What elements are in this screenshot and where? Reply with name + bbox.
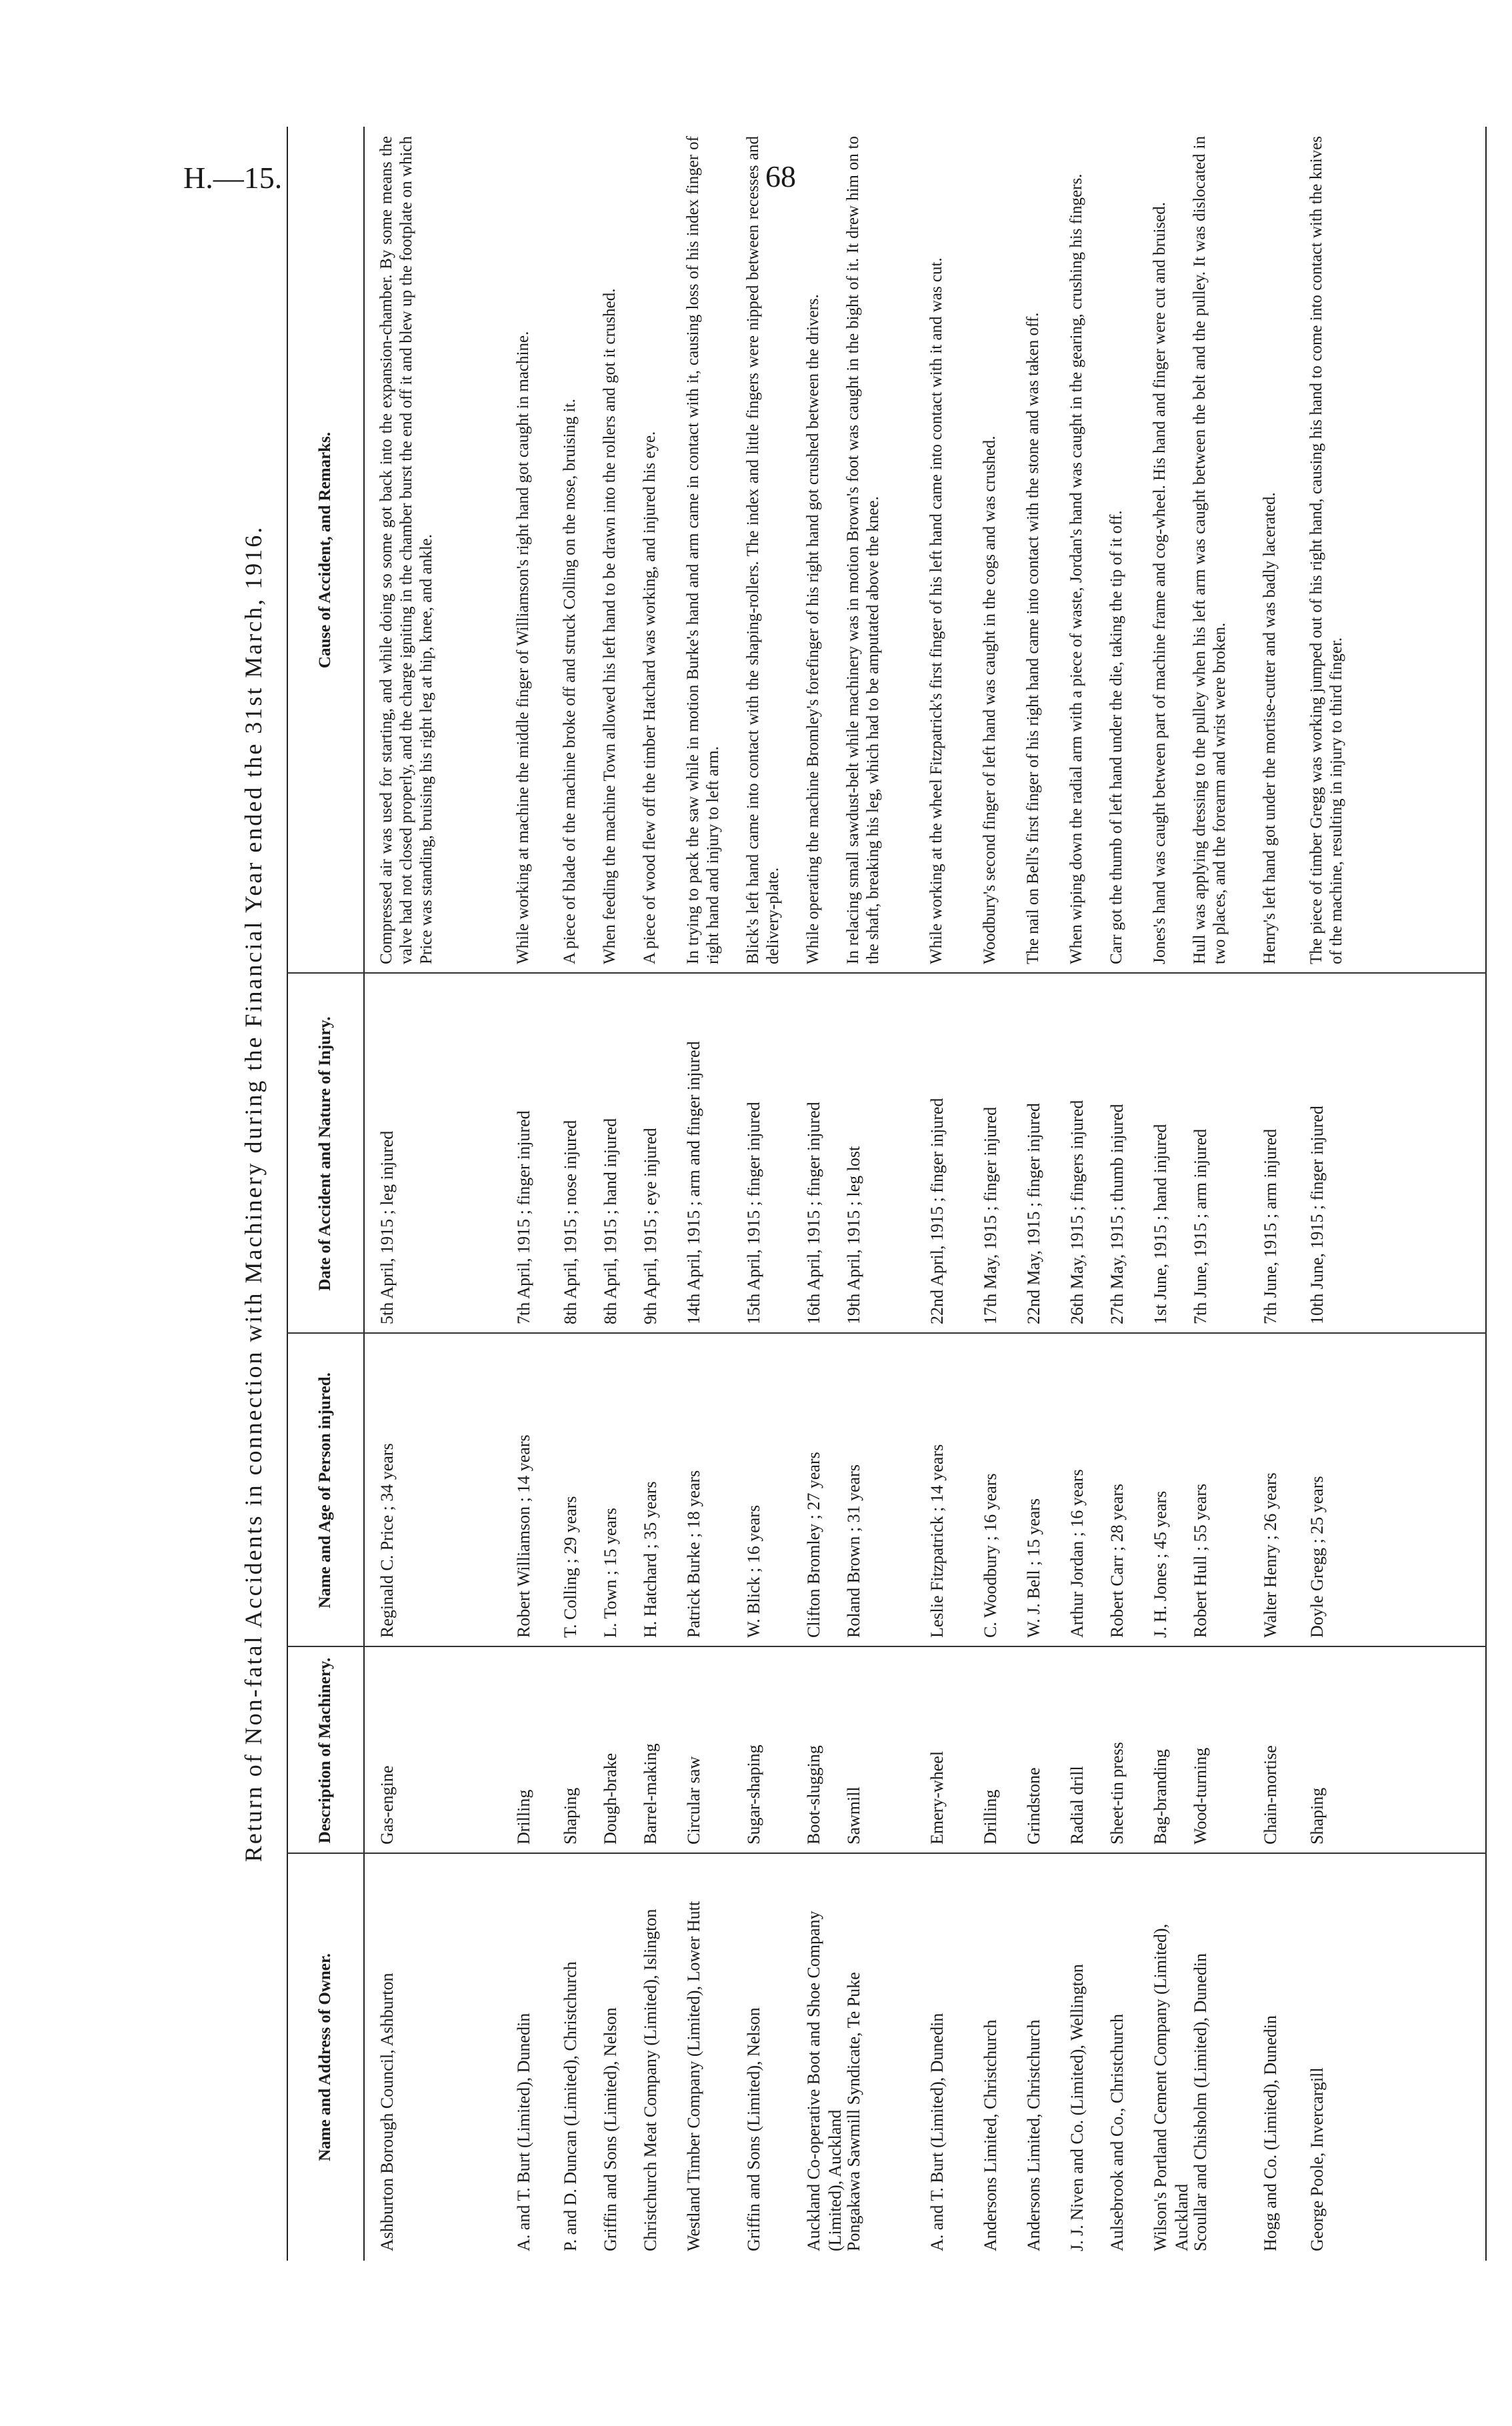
machinery-cell: Shaping (1307, 1787, 1327, 1845)
date-cell: 7th April, 1915 ; finger injured (514, 1110, 533, 1324)
date-cell: 7th June, 1915 ; arm injured (1261, 1128, 1280, 1324)
machinery-cell: Sawmill (844, 1786, 863, 1845)
column-header-person: Name and Age of Person injured. (315, 1372, 334, 1608)
owner-cell: Hogg and Co. (Limited), Dunedin (1261, 2015, 1280, 2251)
machinery-cell: Barrel-making (641, 1743, 660, 1845)
owner-cell: Andersons Limited, Christchurch (1024, 2019, 1043, 2251)
date-cell: 17th May, 1915 ; finger injured (981, 1106, 1000, 1324)
date-cell: 22nd May, 1915 ; finger injured (1024, 1103, 1043, 1324)
cause-cell: Woodbury's second finger of left hand was caught in the cogs and was crushed. (981, 435, 999, 964)
owner-cell: Andersons Limited, Christchurch (981, 2019, 1000, 2251)
person-cell: Clifton Bromley ; 27 years (804, 1452, 823, 1638)
table-top-rule (287, 127, 288, 2261)
owner-cell: Ashburton Borough Council, Ashburton (377, 1973, 397, 2251)
owner-cell: Griffin and Sons (Limited), Nelson (744, 2007, 763, 2251)
table-bottom-rule (1485, 127, 1487, 2261)
machinery-cell: Wood-turning (1191, 1747, 1210, 1845)
owner-cell: Christchurch Meat Company (Limited), Islington (641, 1909, 660, 2251)
date-cell: 26th May, 1915 ; fingers injured (1067, 1100, 1087, 1324)
accident-return-table (227, 127, 1493, 2261)
machinery-cell: Sheet-tin press (1107, 1742, 1127, 1845)
cause-cell: In trying to pack the saw while in motion Burke's hand and arm came in contact with it, causing loss of his index finger of right hand and injury to left arm. (684, 136, 722, 964)
cause-cell: A piece of wood flew off the timber Hatchard was working, and injured his eye. (641, 431, 659, 964)
date-cell: 19th April, 1915 ; leg lost (844, 1146, 863, 1324)
page-number: 68 (765, 159, 796, 193)
machinery-cell: Chain-mortise (1261, 1745, 1280, 1845)
date-cell: 16th April, 1915 ; finger injured (804, 1102, 823, 1324)
date-cell: 7th June, 1915 ; arm injured (1191, 1128, 1210, 1324)
machinery-cell: Dough-brake (601, 1752, 620, 1845)
date-cell: 5th April, 1915 ; leg injured (377, 1130, 397, 1324)
owner-cell: P. and D. Duncan (Limited), Christchurch (561, 1961, 580, 2251)
date-cell: 14th April, 1915 ; arm and finger injured (684, 1041, 703, 1324)
owner-cell: Scoullar and Chisholm (Limited), Dunedin (1191, 1953, 1210, 2251)
owner-cell: Auckland Co-operative Boot and Shoe Company (Limited), Auckland (804, 1911, 845, 2251)
column-header-cause: Cause of Accident, and Remarks. (315, 431, 334, 669)
machinery-cell: Gas-engine (377, 1765, 397, 1845)
person-cell: Roland Brown ; 31 years (844, 1464, 863, 1638)
machinery-cell: Grindstone (1024, 1767, 1043, 1845)
person-cell: Robert Hull ; 55 years (1191, 1483, 1210, 1638)
cause-cell: Hull was applying dressing to the pulley when his left arm was caught between the belt and the pulley. It was dislocated in two places, and the forearm and wrist were broken. (1191, 136, 1229, 964)
cause-cell: The nail on Bell's first finger of his right hand came into contact with the stone and was taken off. (1024, 312, 1042, 964)
header-bottom-rule (363, 127, 365, 2261)
date-cell: 15th April, 1915 ; finger injured (744, 1102, 763, 1324)
table-grid (287, 127, 1487, 2261)
machinery-cell: Drilling (514, 1789, 533, 1845)
column-header-machinery: Description of Machinery. (315, 1657, 334, 1844)
owner-cell: George Poole, Invercargill (1307, 2067, 1327, 2251)
person-cell: Arthur Jordan ; 16 years (1067, 1469, 1087, 1638)
owner-cell: Griffin and Sons (Limited), Nelson (601, 2007, 620, 2251)
machinery-cell: Radial drill (1067, 1766, 1087, 1845)
owner-cell: A. and T. Burt (Limited), Dunedin (514, 2013, 533, 2251)
cause-cell: Henry's left hand got under the mortise-cutter and was badly lacerated. (1261, 492, 1279, 964)
person-cell: Patrick Burke ; 18 years (684, 1470, 703, 1638)
date-cell: 22nd April, 1915 ; finger injured (927, 1098, 947, 1324)
cause-cell: A piece of blade of the machine broke off and struck Colling on the nose, bruising it. (561, 399, 579, 964)
machinery-cell: Drilling (981, 1789, 1000, 1845)
column-header-owner: Name and Address of Owner. (315, 1953, 334, 2161)
page-header-code: H.—15. (183, 161, 283, 195)
person-cell: L. Town ; 15 years (601, 1508, 620, 1638)
person-cell: T. Colling ; 29 years (561, 1496, 580, 1638)
date-cell: 27th May, 1915 ; thumb injured (1107, 1104, 1127, 1324)
person-cell: J. H. Jones ; 45 years (1151, 1490, 1170, 1638)
cause-cell: The piece of timber Gregg was working jumped out of his right hand, causing his hand to come into contact with the knives of the machine, resulting in injury to third finger. (1307, 136, 1345, 964)
machinery-cell: Bag-branding (1151, 1749, 1170, 1845)
cause-cell: In relacing small sawdust-belt while machinery was in motion Brown's foot was caught in the bight of it. It drew him on to the shaft, breaking his leg, which had to be amputated above the knee. (844, 136, 882, 964)
owner-cell: J. J. Niven and Co. (Limited), Wellington (1067, 1964, 1087, 2251)
machinery-cell: Circular saw (684, 1756, 703, 1845)
cause-cell: Compressed air was used for starting, and while doing so some got back into the expansion-chamber. By some means the valve had not closed properly, and the charge igniting in the chamber burst the end off it and blew up the footplate on which Price was standing, bruising his right leg at hip, knee, and ankle. (377, 136, 435, 964)
machinery-cell: Shaping (561, 1787, 580, 1845)
owner-cell: Pongakawa Sawmill Syndicate, Te Puke (844, 1972, 863, 2251)
person-cell: H. Hatchard ; 35 years (641, 1481, 660, 1638)
machinery-cell: Sugar-shaping (744, 1744, 763, 1845)
cause-cell: When feeding the machine Town allowed his left hand to be drawn into the rollers and got it crushed. (601, 288, 619, 964)
date-cell: 8th April, 1915 ; nose injured (561, 1120, 580, 1324)
machinery-cell: Boot-slugging (804, 1745, 823, 1845)
person-cell: Walter Henry ; 26 years (1261, 1472, 1280, 1638)
date-cell: 1st June, 1915 ; hand injured (1151, 1124, 1170, 1324)
owner-cell: Westland Timber Company (Limited), Lower Hutt (684, 1901, 703, 2251)
person-cell: Leslie Fitzpatrick ; 14 years (927, 1444, 947, 1638)
owner-cell: Aulsebrook and Co., Christchurch (1107, 2013, 1127, 2251)
column-header-date: Date of Accident and Nature of Injury. (315, 1016, 334, 1291)
owner-cell: Wilson's Portland Cement Company (Limited), Auckland (1151, 1923, 1191, 2251)
cause-cell: Jones's hand was caught between part of machine frame and cog-wheel. His hand and finger were cut and bruised. (1151, 202, 1169, 964)
person-cell: W. J. Bell ; 15 years (1024, 1498, 1043, 1638)
person-cell: Doyle Gregg ; 25 years (1307, 1476, 1327, 1638)
cause-cell: When wiping down the radial arm with a piece of waste, Jordan's hand was caught in the gearing, crushing his fingers. (1067, 173, 1085, 964)
date-cell: 9th April, 1915 ; eye injured (641, 1128, 660, 1324)
cause-cell: Carr got the thumb of left hand under the die, taking the tip of it off. (1107, 510, 1125, 964)
person-cell: C. Woodbury ; 16 years (981, 1473, 1000, 1638)
date-cell: 8th April, 1915 ; hand injured (601, 1118, 620, 1324)
date-cell: 10th June, 1915 ; finger injured (1307, 1106, 1327, 1324)
person-cell: Reginald C. Price ; 34 years (377, 1443, 397, 1638)
cause-cell: While working at machine the middle finger of Williamson's right hand got caught in machine. (514, 331, 532, 964)
cause-cell: While working at the wheel Fitzpatrick's first finger of his left hand came into contact with it and was cut. (927, 257, 945, 964)
owner-cell: A. and T. Burt (Limited), Dunedin (927, 2013, 947, 2251)
person-cell: W. Blick ; 16 years (744, 1504, 763, 1638)
cause-cell: Blick's left hand came into contact with the shaping-rollers. The index and little fingers were nipped between recesses and delivery-plate. (744, 136, 782, 964)
person-cell: Robert Williamson ; 14 years (514, 1434, 533, 1638)
cause-cell: While operating the machine Bromley's forefinger of his right hand got crushed between the drivers. (804, 294, 822, 964)
machinery-cell: Emery-wheel (927, 1750, 947, 1845)
person-cell: Robert Carr ; 28 years (1107, 1483, 1127, 1638)
table-title: Return of Non-fatal Accidents in connection with Machinery during the Financial Year ended the 31st March, 1916. (240, 525, 267, 1863)
